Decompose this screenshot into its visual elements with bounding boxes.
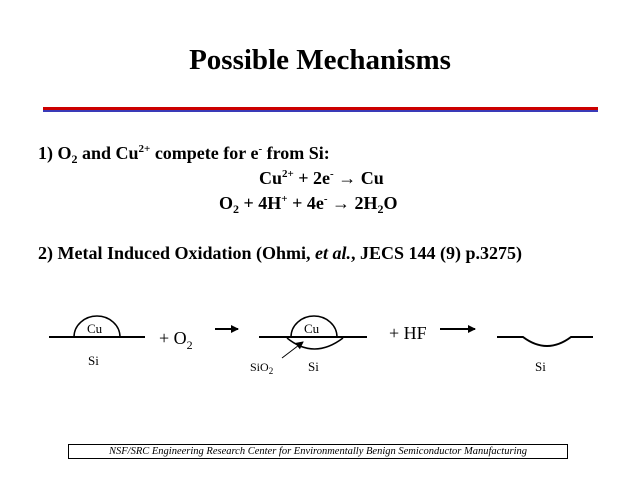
text-segment: 1) O <box>38 143 72 163</box>
sio2-label: SiO$_2$ <box>250 360 274 376</box>
si-label-stage1: Si <box>88 353 99 368</box>
step1-reagent: + $O_2$ <box>159 328 193 352</box>
citation-italic: et al. <box>315 243 352 263</box>
reaction-arrow: → <box>333 168 361 188</box>
oxidation-diagram <box>0 300 640 390</box>
superscript: - <box>330 168 334 180</box>
subscript: 2 <box>71 152 78 166</box>
slide-title: Possible Mechanisms <box>189 44 451 76</box>
superscript: + <box>281 193 288 205</box>
si-surface-pitted <box>497 337 593 346</box>
text-segment: + 4H <box>239 193 282 213</box>
text-segment: from Si: <box>262 143 330 163</box>
reaction-arrow: → <box>327 193 355 213</box>
text-segment: compete for e <box>150 143 259 163</box>
equation-oxygen-reduction <box>219 193 398 217</box>
text-segment: 2) Metal Induced Oxidation (Ohmi, <box>38 243 316 263</box>
text-segment: O <box>219 193 234 213</box>
equation-copper-reduction <box>259 168 384 189</box>
si-label-stage3: Si <box>535 359 546 374</box>
mechanism-1-heading <box>38 143 330 167</box>
superscript: 2+ <box>282 168 294 180</box>
cu-label-stage2: Cu <box>304 321 320 336</box>
sio2-pointer <box>282 342 303 358</box>
subscript: 2 <box>233 202 240 216</box>
text-segment: , JECS 144 (9) p.3275) <box>351 243 523 263</box>
text-segment: O <box>383 193 398 213</box>
superscript: 2+ <box>138 143 151 155</box>
mechanism-2-heading <box>38 243 522 264</box>
text-segment: + 4e <box>287 193 324 213</box>
text-segment: Cu <box>259 168 283 188</box>
subscript: 2 <box>377 202 384 216</box>
step2-reagent: + HF <box>389 323 427 343</box>
superscript: - <box>323 193 328 205</box>
text-segment: Cu <box>360 168 384 188</box>
title-divider-blue <box>43 110 598 112</box>
text-segment: and Cu <box>77 143 139 163</box>
text-segment: 2H <box>354 193 378 213</box>
cu-label-stage1: Cu <box>87 321 103 336</box>
footer-attribution: NSF/SRC Engineering Research Center for Environmentally Benign Semiconductor Manufacturing <box>68 444 568 459</box>
si-label-stage2: Si <box>308 359 319 374</box>
text-segment: + 2e <box>293 168 331 188</box>
superscript: - <box>258 143 263 155</box>
